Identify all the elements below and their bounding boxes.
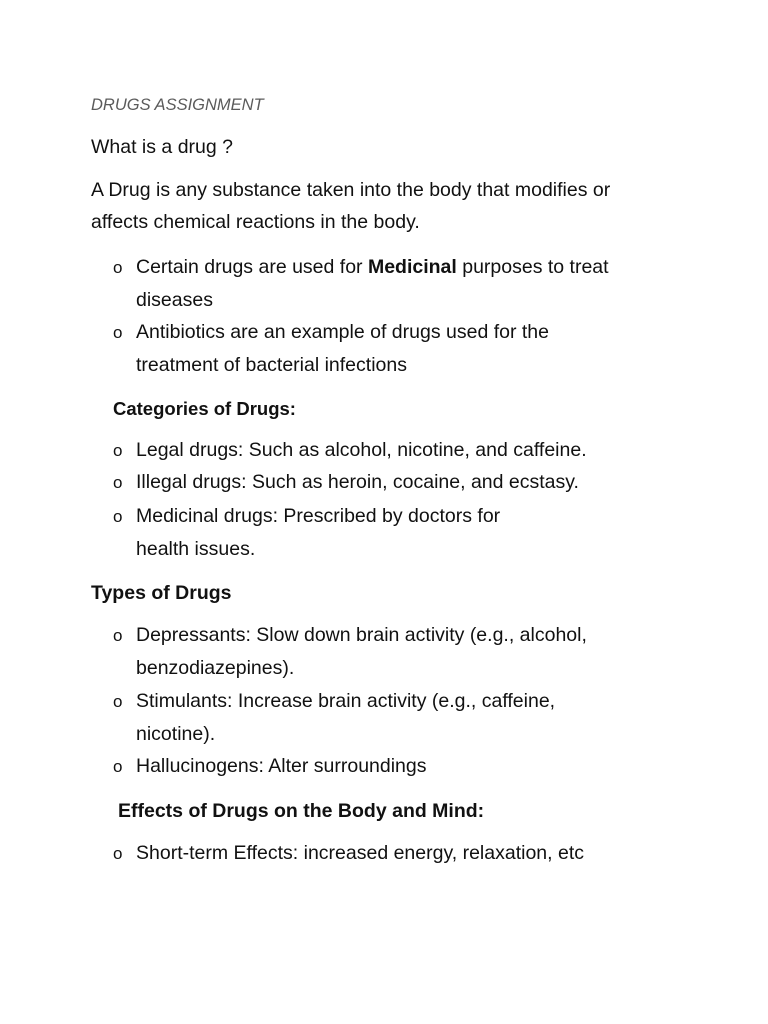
bullet-text: Stimulants: Increase brain activity (e.g., caffeine, nicotine).: [136, 690, 556, 745]
bullet-text: Legal drugs: Such as alcohol, nicotine, and caffeine.: [136, 439, 587, 461]
bullet-text: Depressants: Slow down brain activity (e.g., alcohol, benzodiazepines).: [136, 624, 587, 679]
bullet-icon: o: [113, 626, 123, 645]
question-text: What is a drug ?: [91, 136, 233, 158]
bullet-text: Antibiotics are an example of drugs used for the treatment of bacterial infections: [136, 321, 549, 376]
bullet-icon: o: [113, 258, 123, 277]
emphasis-text: Medicinal: [367, 256, 457, 278]
definition-line-1: A Drug is any substance taken into the body that modifies or: [91, 179, 611, 201]
types-heading: Types of Drugs: [91, 582, 232, 604]
bullet-text: Illegal drugs: Such as heroin, cocaine, and ecstasy.: [136, 471, 579, 493]
bullet-icon: o: [113, 507, 123, 526]
bullet-text: Medicinal drugs: Prescribed by doctors for health issues.: [136, 505, 501, 560]
bullet-text: Short-term Effects: increased energy, relaxation, etc: [136, 842, 584, 864]
categories-heading: Categories of Drugs:: [113, 398, 296, 419]
bullet-icon: o: [113, 757, 123, 776]
definition-line-2: affects chemical reactions in the body.: [91, 211, 420, 233]
bullet-icon: o: [113, 441, 123, 460]
document-title: DRUGS ASSIGNMENT: [91, 96, 264, 114]
bullet-icon: o: [113, 323, 123, 342]
bullet-icon: o: [113, 844, 123, 863]
bullet-icon: o: [113, 473, 123, 492]
bullet-icon: o: [113, 692, 123, 711]
effects-heading: Effects of Drugs on the Body and Mind:: [118, 800, 485, 822]
bullet-text: Certain drugs are used for Medicinal purposes to treat diseases: [136, 256, 609, 311]
bullet-text: Hallucinogens: Alter surroundings: [136, 755, 427, 777]
